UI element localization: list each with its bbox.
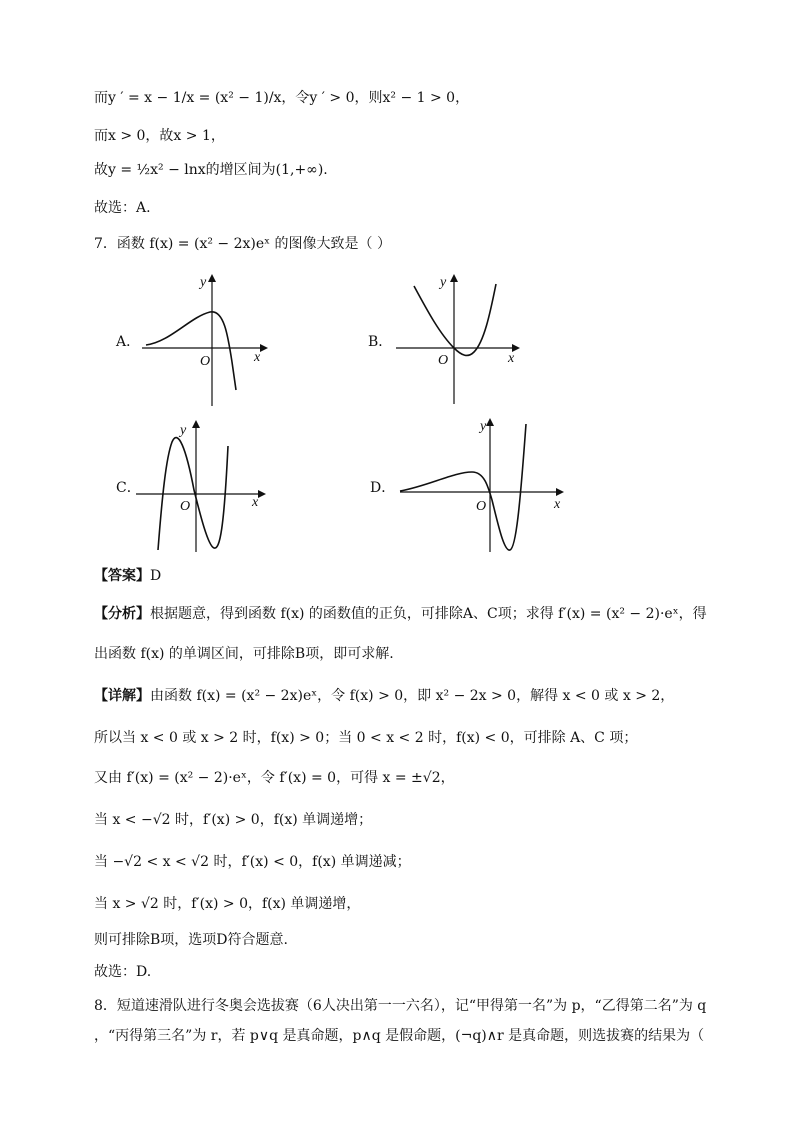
x-axis-arrow bbox=[556, 488, 564, 496]
solution-line-4: 故选：A. bbox=[94, 200, 151, 216]
solution-line-2: 而x > 0，故x > 1， bbox=[94, 128, 225, 144]
detail-line-2: 所以当 x < 0 或 x > 2 时，f(x) > 0；当 0 < x < 2 时，f(x) < 0，可排除 A、C 项； bbox=[94, 730, 638, 746]
y-label: y bbox=[180, 423, 187, 438]
analysis-tag: 【分析】 bbox=[94, 606, 150, 622]
option-d-graph bbox=[398, 416, 568, 556]
y-axis-arrow bbox=[450, 274, 458, 282]
curve bbox=[146, 312, 236, 390]
analysis-line-2: 出函数 f(x) 的单调区间，可排除B项，即可求解. bbox=[94, 646, 394, 662]
option-c-graph bbox=[134, 418, 270, 556]
x-label: x bbox=[508, 351, 515, 366]
analysis-text-1: 根据题意，得到函数 f(x) 的函数值的正负，可排除A、C项；求得 f′(x) = (x² − 2)·eˣ，得 bbox=[150, 606, 707, 622]
y-axis-arrow bbox=[208, 274, 216, 282]
y-axis-arrow bbox=[486, 418, 494, 426]
option-d-label: D． bbox=[370, 480, 396, 496]
detail-line-5: 当 −√2 < x < √2 时，f′(x) < 0，f(x) 单调递减； bbox=[94, 854, 411, 870]
origin-label: O bbox=[438, 353, 449, 368]
detail-line-7: 则可排除B项，选项D符合题意. bbox=[94, 932, 288, 948]
question-8-line-1: 8．短道速滑队进行冬奥会选拔赛（6人决出第一一六名），记“甲得第一名”为 p，“乙得第二名”为 q bbox=[94, 998, 707, 1014]
solution-line-3: 故y = ½x² − lnx的增区间为(1,+∞). bbox=[94, 162, 328, 178]
detail-line-4: 当 x < −√2 时，f′(x) > 0，f(x) 单调递增； bbox=[94, 812, 373, 828]
x-label: x bbox=[254, 350, 261, 365]
origin-label: O bbox=[200, 354, 211, 369]
curve bbox=[414, 284, 496, 355]
option-b-label: B． bbox=[368, 334, 393, 350]
x-label: x bbox=[554, 497, 561, 512]
detail-line-8: 故选：D. bbox=[94, 964, 152, 980]
answer-tag: 【答案】 bbox=[94, 568, 150, 584]
x-axis-arrow bbox=[260, 344, 268, 352]
origin-label: O bbox=[476, 499, 487, 514]
y-label: y bbox=[480, 419, 487, 434]
detail-line-3: 又由 f′(x) = (x² − 2)·eˣ，令 f′(x) = 0，可得 x = ±√2， bbox=[94, 770, 455, 786]
question-8-line-2: ，“丙得第三名”为 r，若 p∨q 是真命题，p∧q 是假命题，(¬q)∧r 是真命题，则选拔赛的结果为（ bbox=[94, 1028, 705, 1044]
option-a-label: A． bbox=[116, 334, 141, 350]
detail-line-6: 当 x > √2 时，f′(x) > 0，f(x) 单调递增， bbox=[94, 896, 361, 912]
detail-text-1: 由函数 f(x) = (x² − 2x)eˣ，令 f(x) > 0，即 x² − 2x > 0，解得 x < 0 或 x > 2， bbox=[150, 688, 675, 704]
answer-value: D bbox=[150, 568, 162, 584]
origin-label: O bbox=[180, 499, 191, 514]
x-label: x bbox=[252, 495, 259, 510]
answer-line bbox=[94, 566, 161, 586]
analysis-line-1 bbox=[94, 604, 707, 624]
option-c-label: C． bbox=[116, 480, 141, 496]
solution-line-1: 而y ′ = x − 1/x = (x² − 1)/x，令y ′ > 0，则x² − 1 > 0， bbox=[94, 90, 470, 106]
detail-tag: 【详解】 bbox=[94, 688, 150, 704]
curve bbox=[400, 424, 526, 550]
detail-line-1 bbox=[94, 686, 674, 706]
option-a-graph bbox=[140, 272, 270, 408]
y-label: y bbox=[440, 275, 447, 290]
question-7-stem: 7．函数 f(x) = (x² − 2x)eˣ 的图像大致是（ ） bbox=[94, 236, 391, 252]
option-b-graph bbox=[394, 272, 524, 408]
y-label: y bbox=[200, 275, 207, 290]
y-axis-arrow bbox=[192, 420, 200, 428]
x-axis-arrow bbox=[258, 490, 266, 498]
